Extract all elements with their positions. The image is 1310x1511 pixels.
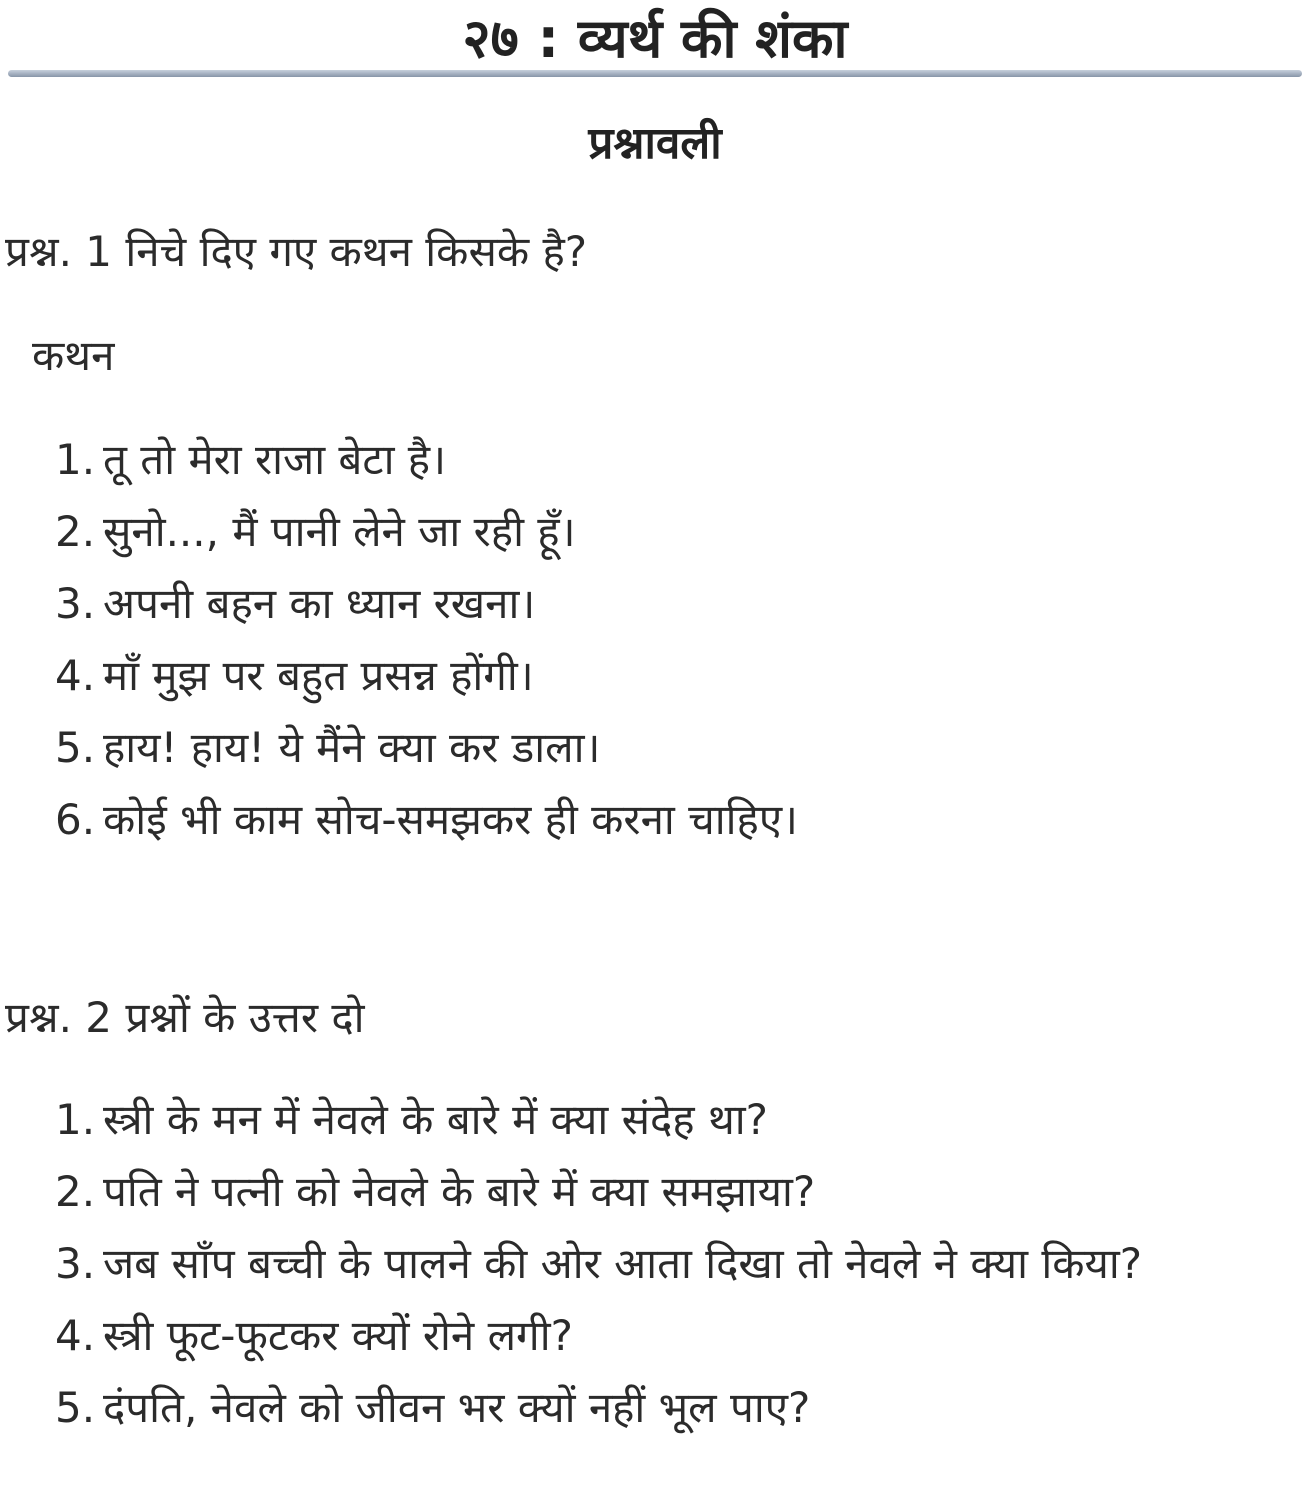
item-number: 1.: [55, 1095, 96, 1144]
item-text: माँ मुझ पर बहुत प्रसन्न होंगी।: [103, 651, 534, 700]
list-item: [55, 1300, 1255, 1372]
item-number: 4.: [55, 651, 96, 700]
item-text: हाय! हाय! ये मैंने क्या कर डाला।: [103, 723, 601, 772]
title-divider: [8, 70, 1302, 77]
section-title: प्रश्नावली: [588, 118, 722, 169]
item-number: 3.: [55, 1239, 96, 1288]
list-item: [55, 568, 1255, 640]
item-number: 2.: [55, 507, 96, 556]
question-1-heading: प्रश्न. 1 निचे दिए गए कथन किसके है?: [5, 227, 588, 276]
item-number: 5.: [55, 1383, 96, 1432]
item-text: तू तो मेरा राजा बेटा है।: [103, 435, 447, 484]
statements-label: कथन: [32, 331, 115, 380]
item-number: 2.: [55, 1167, 96, 1216]
item-text: जब साँप बच्ची के पालने की ओर आता दिखा तो नेवले ने क्या किया?: [103, 1239, 1143, 1288]
item-text: पति ने पत्नी को नेवले के बारे में क्या समझाया?: [103, 1167, 816, 1216]
item-text: कोई भी काम सोच-समझकर ही करना चाहिए।: [103, 795, 798, 844]
item-text: दंपति, नेवले को जीवन भर क्यों नहीं भूल पाए?: [103, 1383, 811, 1432]
question-2-heading: प्रश्न. 2 प्रश्नों के उत्तर दो: [5, 993, 365, 1042]
item-number: 3.: [55, 579, 96, 628]
item-text: स्त्री के मन में नेवले के बारे में क्या संदेह था?: [103, 1095, 768, 1144]
item-number: 4.: [55, 1311, 96, 1360]
item-number: 6.: [55, 795, 96, 844]
list-item: [55, 1228, 1255, 1300]
list-item: [55, 424, 1255, 496]
item-number: 1.: [55, 435, 96, 484]
list-item: [55, 640, 1255, 712]
page-title: २७ : व्यर्थ की शंका: [462, 7, 848, 70]
list-item: [55, 1372, 1255, 1444]
item-text: सुनो..., मैं पानी लेने जा रही हूँ।: [103, 507, 576, 556]
question-2-list: [55, 1084, 1255, 1444]
list-item: [55, 496, 1255, 568]
question-1-list: [55, 424, 1255, 856]
item-number: 5.: [55, 723, 96, 772]
list-item: [55, 784, 1255, 856]
item-text: स्त्री फूट-फूटकर क्यों रोने लगी?: [103, 1311, 573, 1360]
item-text: अपनी बहन का ध्यान रखना।: [103, 579, 536, 628]
list-item: [55, 1156, 1255, 1228]
list-item: [55, 712, 1255, 784]
list-item: [55, 1084, 1255, 1156]
